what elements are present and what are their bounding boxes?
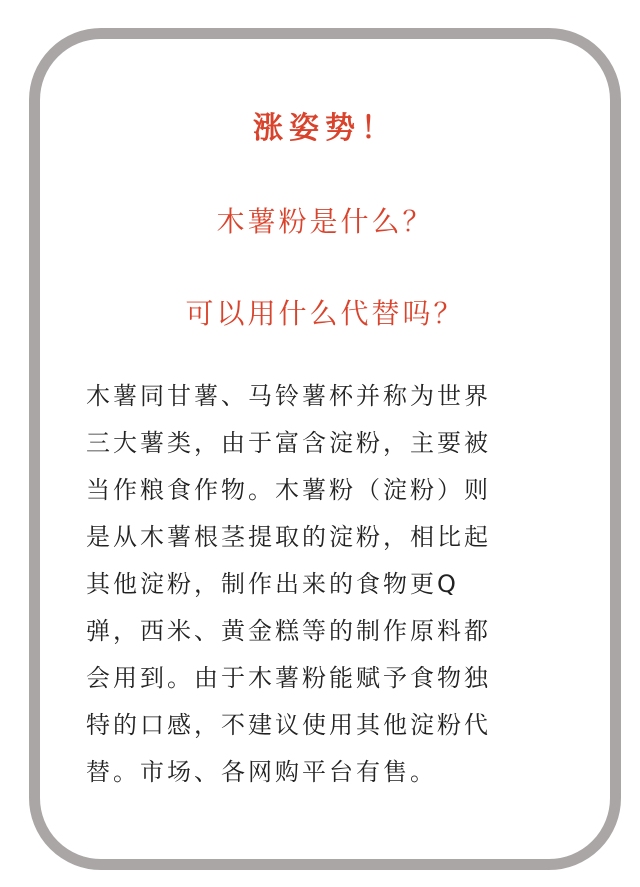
- body-line: 木薯同甘薯、马铃薯杯并称为世界: [86, 382, 491, 410]
- question-2: 可以用什么代替吗？: [185, 297, 465, 330]
- card-title: 涨姿势！: [253, 111, 397, 146]
- body-line: 弹，西米、黄金糕等的制作原料都: [86, 617, 491, 645]
- body-line: 特的口感，不建议使用其他淀粉代: [86, 711, 491, 739]
- body-line: 会用到。由于木薯粉能赋予食物独: [86, 664, 491, 692]
- body-line: 替。市场、各网购平台有售。: [86, 758, 437, 786]
- question-1: 木薯粉是什么？: [216, 205, 434, 238]
- body-text: [86, 373, 564, 796]
- body-line: 其他淀粉，制作出来的食物更Q: [86, 570, 459, 598]
- body-line: 是从木薯根茎提取的淀粉，相比起: [86, 523, 491, 551]
- body-line: 三大薯类，由于富含淀粉，主要被: [86, 429, 491, 457]
- info-card: [29, 28, 621, 870]
- body-line: 当作粮食作物。木薯粉（淀粉）则: [86, 476, 491, 504]
